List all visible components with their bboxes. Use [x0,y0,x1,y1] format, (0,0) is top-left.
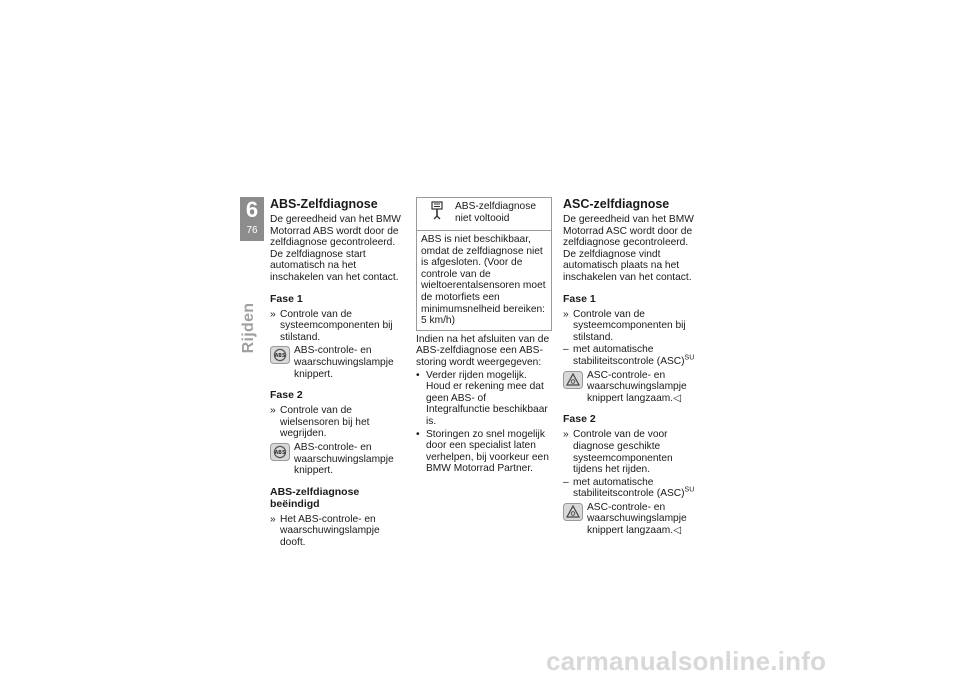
section-heading-abs: ABS-Zelfdiagnose [270,197,378,211]
abs-phase2-lamp [270,442,405,477]
abs-phase1-title: Fase 1 [270,292,303,305]
abs-phase2-lamp-text: ABS-controle- en waarschuwingslampje knippert. [294,441,394,477]
asc-intro: De gereedheid van het BMW Motorrad ASC wordt door de zelfdiagnose gecontroleerd. De zelfdiagnose vindt automatisch plaats na het inschakelen van het contact. [563,214,694,283]
asc-phase2-condition [563,477,698,500]
page-number: 76 [246,225,258,236]
abs-phase1-step [270,309,405,344]
bullet-item [416,370,552,428]
asc-phase1-condition-text: met automatische stabiliteitscontrole (ASC) [573,344,685,367]
asc-phase2-step-text: Controle van de voor diagnose geschikte systeemcomponenten tijdens het rijden. [573,429,673,476]
column-abs-selfdiagnosis [270,197,405,549]
abs-phase1-step-text: Controle van de systeemcomponenten bij stilstand. [280,308,393,343]
step-marker: » [563,429,569,441]
chapter-tab [240,197,264,241]
chapter-number: 6 [245,197,259,222]
abs-phase1-lamp-text: ABS-controle- en waarschuwingslampje knippert. [294,345,394,380]
column-abs-notes [416,197,552,476]
note-title: ABS-zelfdiagnose niet voltooid [455,201,536,224]
abs-lamp-icon [270,443,290,461]
chapter-title: Rijden [240,302,257,354]
bullet-marker: • [416,428,420,440]
note-box [416,197,552,331]
asc-phase1-step-text: Controle van de systeemcomponenten bij stilstand. [573,308,686,343]
abs-done-step [270,514,405,549]
svg-text:ABS: ABS [274,354,286,360]
asc-phase1-lamp [563,370,698,405]
asc-phase1-title: Fase 1 [563,292,596,305]
wrench-note-icon [427,202,447,220]
option-superscript: SU [684,354,695,362]
asc-phase1-step [563,309,698,344]
asc-phase2-title: Fase 2 [563,413,596,426]
end-marker: ◁ [673,392,681,404]
abs-intro: De gereedheid van het BMW Motorrad ABS wordt door de zelfdiagnose gecontroleerd. De zelfdiagnose start automatisch na het inschakelen van het contact. [270,214,401,283]
bullet-text: Verder rijden mogelijk. Houd er rekening mee dat geen ABS- of Integralfunctie beschikbaar is. [426,369,548,427]
note-header [417,198,551,230]
asc-phase2-lamp-text: ASC-controle- en waarschuwingslampje knippert langzaam. [587,501,687,537]
abs-phase1-lamp [270,345,405,380]
abs-done-step-text: Het ABS-controle- en waarschuwingslampje dooft. [280,513,380,548]
dash-marker: – [563,476,569,488]
abs-lamp-icon [270,346,290,364]
abs-done-title: ABS-zelfdiagnose beëindigd [270,485,360,510]
abs-phase2-step-text: Controle van de wielsensoren bij het wegrijden. [280,405,370,440]
asc-phase1-condition [563,344,698,367]
step-marker: » [270,513,276,525]
asc-lamp-icon [563,371,583,389]
svg-text:ABS: ABS [274,450,286,456]
column-asc-selfdiagnosis [563,197,698,538]
step-marker: » [563,308,569,320]
abs-phase2-step [270,405,405,440]
step-marker: » [270,308,276,320]
dash-marker: – [563,344,569,356]
end-marker: ◁ [673,525,681,537]
abs-fault-paragraph: Indien na het afsluiten van de ABS-zelfdiagnose een ABS-storing wordt weergegeven: [416,333,550,368]
abs-phase2-title: Fase 2 [270,389,303,402]
section-heading-asc: ASC-zelfdiagnose [563,197,670,211]
asc-phase2-condition-text: met automatische stabiliteitscontrole (ASC) [573,476,685,500]
chapter-title-vertical [239,302,259,354]
asc-phase1-lamp-text: ASC-controle- en waarschuwingslampje knippert langzaam. [587,369,687,404]
bullet-item [416,429,552,475]
asc-lamp-icon [563,503,583,521]
option-superscript: SU [684,486,695,494]
step-marker: » [270,405,276,417]
note-body: ABS is niet beschikbaar, omdat de zelfdiagnose niet is afgesloten. (Voor de controle van de wieltoerentalsensoren moet de motorfiets een minimumsnelheid bereiken: 5 km/h) [417,230,551,330]
bullet-marker: • [416,369,420,381]
watermark: carmanualsonline.info [546,646,827,676]
asc-phase2-step [563,429,698,475]
asc-phase2-lamp [563,502,698,537]
bullet-text: Storingen zo snel mogelijk door een specialist laten verhelpen, bij voorkeur een BMW Motorrad Partner. [426,428,549,475]
